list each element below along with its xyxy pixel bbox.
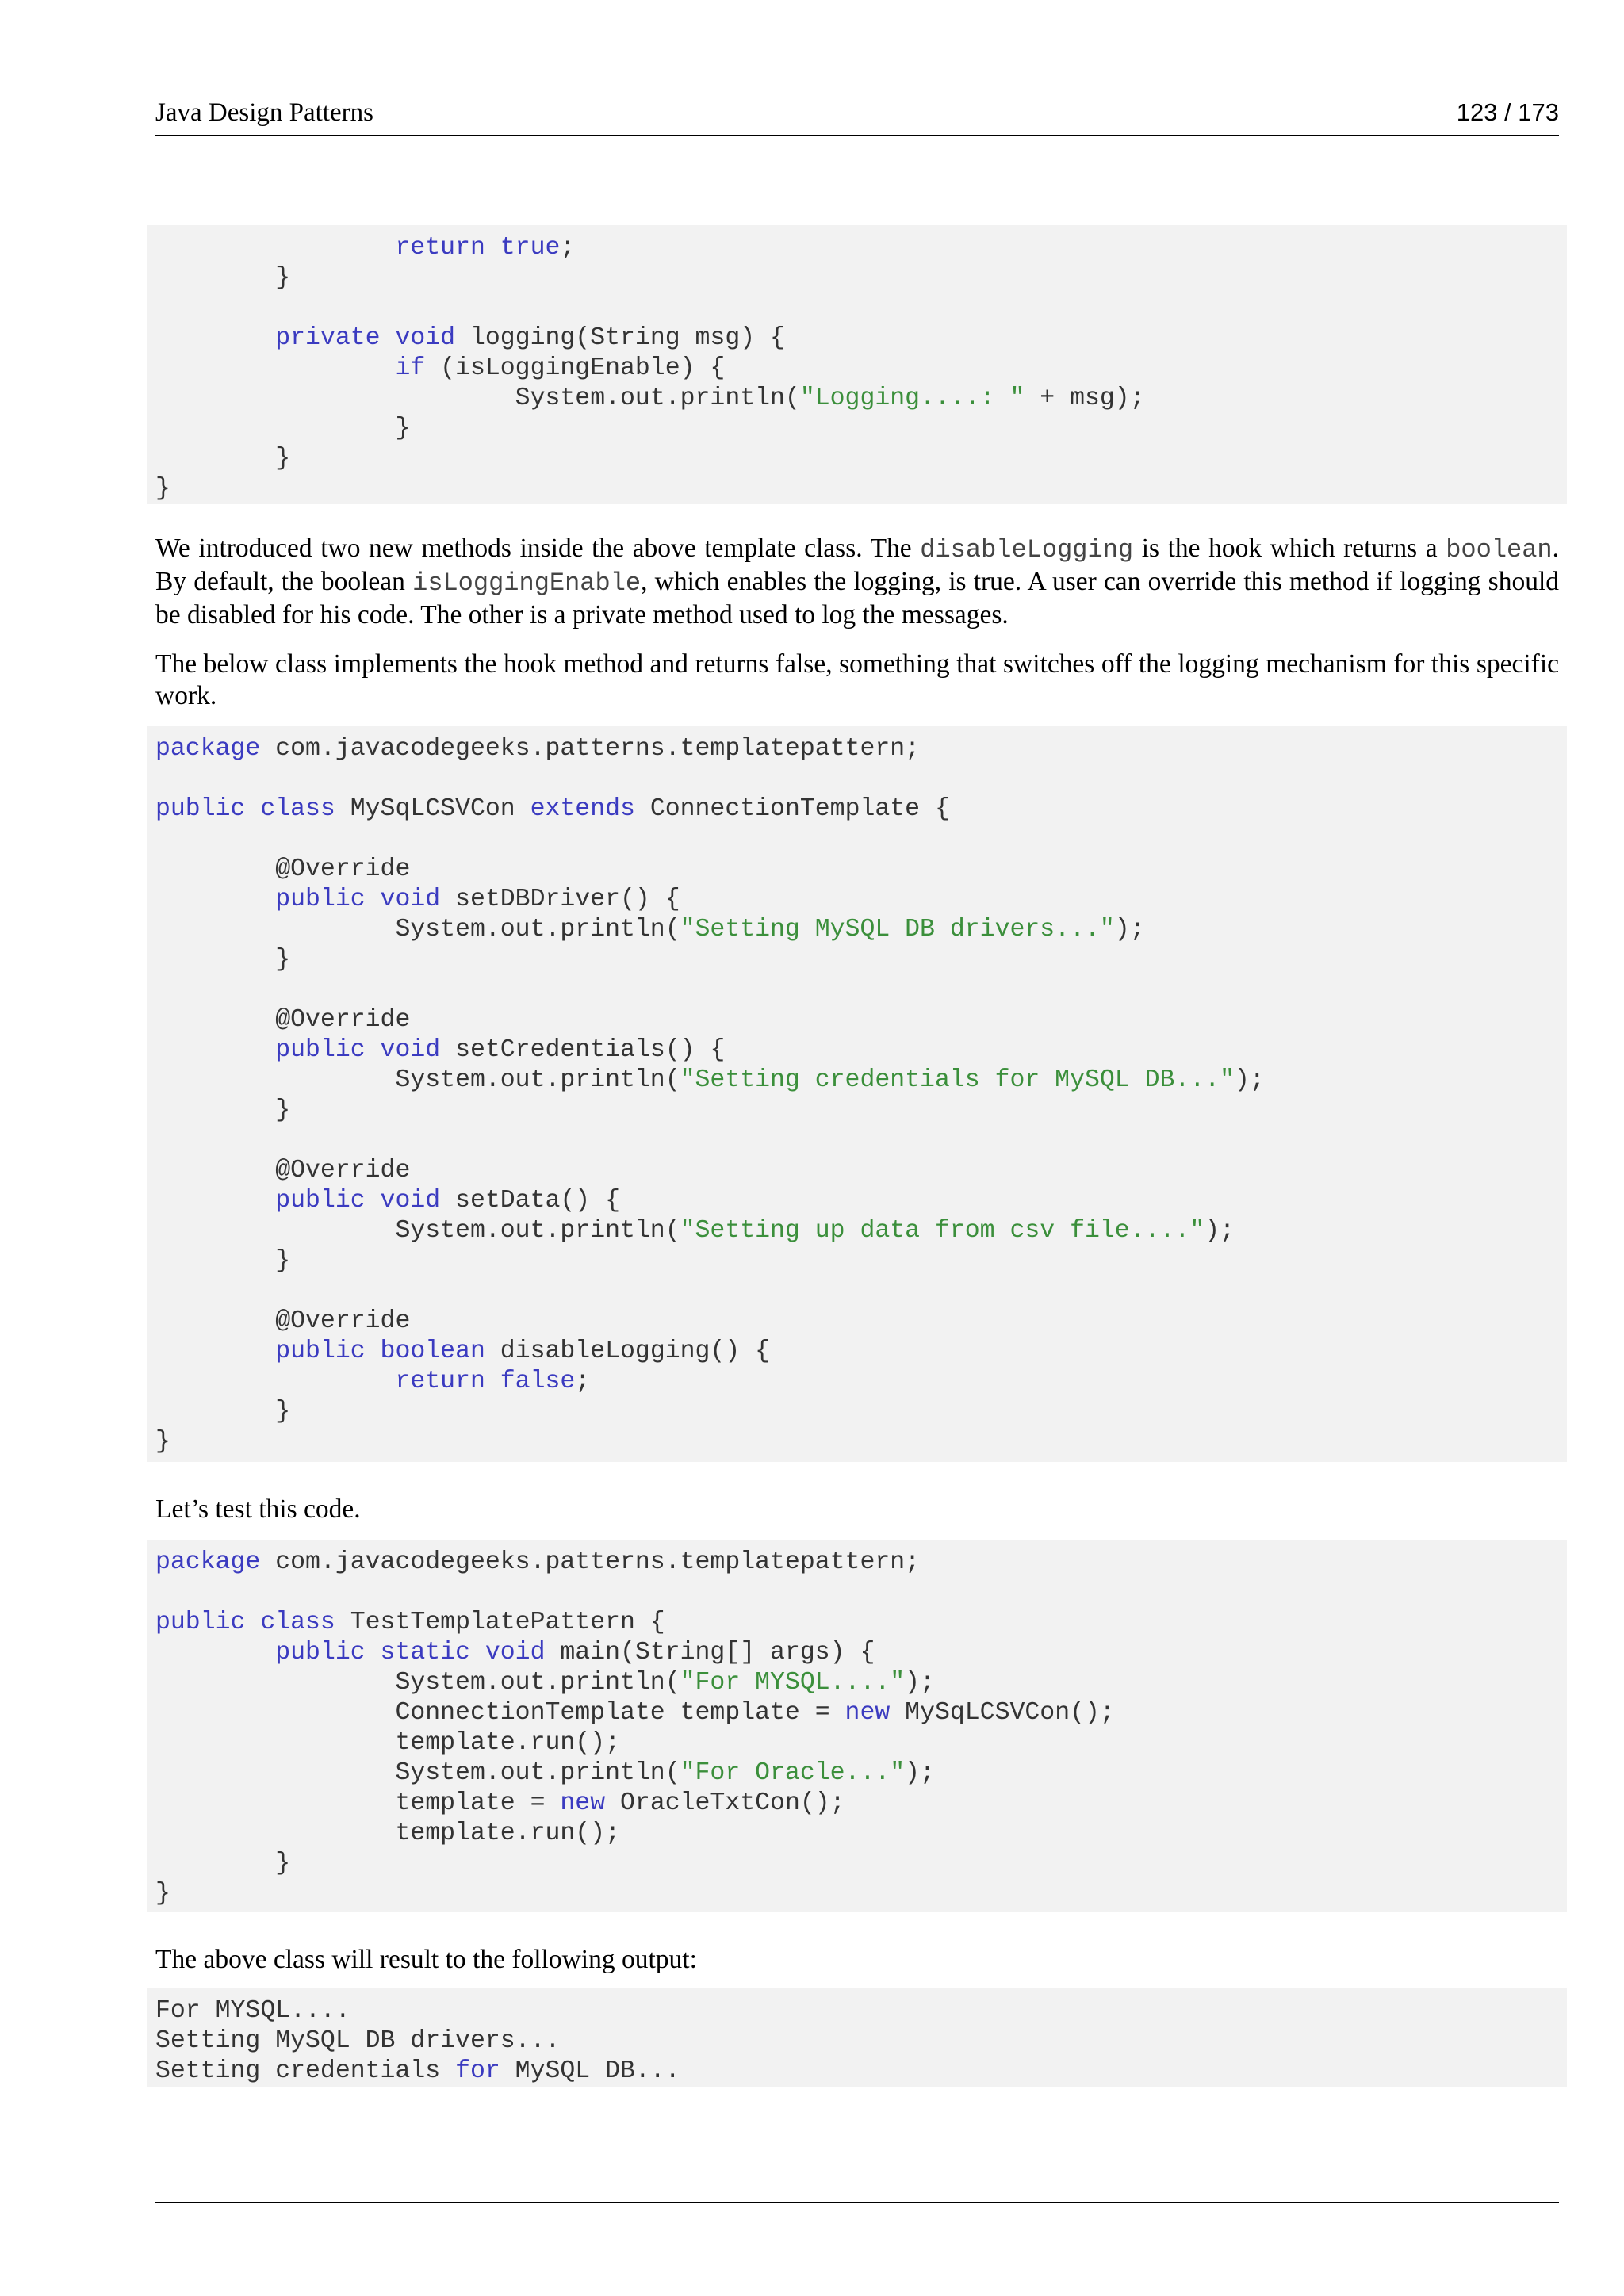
code-line <box>155 975 1567 1005</box>
code-line <box>155 1548 1567 1578</box>
text: , which enables the logging, is true. A user can override this method if logging should be disabled for his code. The other is a private method used to log the messages. <box>155 567 1560 629</box>
code-line <box>155 1005 1567 1035</box>
code-text: System.out.println( <box>155 916 680 943</box>
code-line <box>155 263 1567 293</box>
code-keyword: for <box>455 2057 500 2085</box>
code-keyword: public boolean <box>275 1337 485 1365</box>
code-line <box>155 794 1567 825</box>
code-text: ); <box>905 1759 935 1787</box>
code-line <box>155 1608 1567 1638</box>
code-line <box>155 2057 1567 2087</box>
code-text: template = <box>155 1789 561 1817</box>
code-text: @Override <box>155 1307 411 1335</box>
code-block-output <box>147 1988 1567 2087</box>
code-text: @Override <box>155 855 411 883</box>
code-line <box>155 1427 1567 1457</box>
code-line <box>155 1578 1567 1608</box>
code-text: OracleTxtCon(); <box>605 1789 845 1817</box>
code-line <box>155 1126 1567 1156</box>
code-string: "For MYSQL...." <box>680 1669 906 1697</box>
code-text <box>155 324 275 352</box>
code-text: } <box>155 1398 291 1425</box>
code-text: setData() { <box>440 1187 621 1215</box>
code-line <box>155 1698 1567 1728</box>
code-line <box>155 233 1567 263</box>
code-line <box>155 734 1567 764</box>
code-text: System.out.println( <box>155 1217 680 1245</box>
code-line <box>155 354 1567 384</box>
code-keyword: if <box>395 354 426 382</box>
code-text <box>155 1337 275 1365</box>
code-keyword: public void <box>275 1187 441 1215</box>
code-line <box>155 414 1567 444</box>
text: We introduced two new methods inside the above template class. The <box>155 534 921 563</box>
footer-rule <box>155 2202 1559 2203</box>
code-text: For MYSQL.... <box>155 1997 350 2025</box>
code-text: } <box>155 264 291 292</box>
code-string: "Logging....: " <box>799 385 1025 412</box>
code-line <box>155 1246 1567 1276</box>
code-line <box>155 293 1567 323</box>
code-line <box>155 1096 1567 1126</box>
code-block-testtemplatepattern <box>147 1540 1567 1912</box>
code-text: @Override <box>155 1157 411 1184</box>
paragraph-hook-implementation: The below class implements the hook method and returns false, something that switches off the logging mechanism for this specific work. <box>155 649 1559 710</box>
code-line <box>155 945 1567 975</box>
code-text: template.run(); <box>155 1820 620 1847</box>
code-line <box>155 323 1567 354</box>
code-line <box>155 1276 1567 1307</box>
code-line <box>155 1996 1567 2026</box>
code-line <box>155 1337 1567 1367</box>
code-line <box>155 1367 1567 1397</box>
code-keyword: new <box>560 1789 606 1817</box>
code-line <box>155 474 1567 504</box>
code-text: com.javacodegeeks.patterns.templatepattern; <box>260 1548 921 1576</box>
code-text: System.out.println( <box>155 1669 680 1697</box>
code-line <box>155 384 1567 414</box>
code-line <box>155 1307 1567 1337</box>
code-line <box>155 1879 1567 1909</box>
code-line <box>155 1066 1567 1096</box>
inline-code-boolean: boolean <box>1446 535 1553 564</box>
code-text: System.out.println( <box>155 1759 680 1787</box>
code-text <box>155 886 275 913</box>
code-line <box>155 1638 1567 1668</box>
code-line <box>155 1216 1567 1246</box>
code-keyword: public class <box>155 795 335 823</box>
code-text: MySQL DB... <box>500 2057 680 2085</box>
page-number: 123 / 173 <box>1456 98 1559 126</box>
code-line <box>155 2026 1567 2057</box>
code-text <box>155 1036 275 1064</box>
code-text: MySqLCSVCon(); <box>890 1699 1115 1727</box>
code-text: setDBDriver() { <box>440 886 680 913</box>
code-keyword: package <box>155 1548 261 1576</box>
code-line <box>155 1789 1567 1819</box>
code-text <box>155 1639 275 1667</box>
code-text: ); <box>1235 1066 1265 1094</box>
code-text <box>155 234 395 262</box>
code-text: @Override <box>155 1006 411 1034</box>
document-title: Java Design Patterns <box>155 98 373 127</box>
code-text <box>155 1368 395 1395</box>
code-line <box>155 915 1567 945</box>
code-block-logging <box>147 225 1567 504</box>
paragraph-test-intro: Let’s test this code. <box>155 1494 361 1524</box>
code-text <box>155 354 395 382</box>
code-text <box>155 1187 275 1215</box>
code-block-mysqlcsvcon <box>147 726 1567 1462</box>
code-text: } <box>155 1247 291 1275</box>
code-line <box>155 1156 1567 1186</box>
code-text: Setting MySQL DB drivers... <box>155 2027 561 2055</box>
code-line <box>155 1397 1567 1427</box>
code-line <box>155 885 1567 915</box>
code-line <box>155 764 1567 794</box>
code-line <box>155 1819 1567 1849</box>
inline-code-isloggingenable: isLoggingEnable <box>412 568 642 598</box>
code-text: ; <box>575 1368 591 1395</box>
code-keyword: return true <box>395 234 561 262</box>
inline-code-disablelogging: disableLogging <box>920 535 1134 564</box>
code-keyword: public void <box>275 886 441 913</box>
code-line <box>155 825 1567 855</box>
code-keyword: extends <box>530 795 635 823</box>
code-text: setCredentials() { <box>440 1036 726 1064</box>
code-string: "For Oracle..." <box>680 1759 906 1787</box>
code-text: logging(String msg) { <box>455 324 785 352</box>
code-text: System.out.println( <box>155 385 800 412</box>
code-text: ; <box>560 234 576 262</box>
code-text: System.out.println( <box>155 1066 680 1094</box>
code-keyword: public void <box>275 1036 441 1064</box>
code-line <box>155 1186 1567 1216</box>
code-text: main(String[] args) { <box>545 1639 875 1667</box>
code-string: "Setting up data from csv file...." <box>680 1217 1205 1245</box>
code-keyword: package <box>155 735 261 763</box>
code-text: } <box>155 1850 291 1877</box>
code-text: } <box>155 415 411 442</box>
code-string: "Setting MySQL DB drivers..." <box>680 916 1115 943</box>
page-header <box>155 94 1559 136</box>
code-text: MySqLCSVCon <box>335 795 530 823</box>
text: . By default, the boolean <box>155 534 1559 596</box>
code-keyword: public static void <box>275 1639 546 1667</box>
code-text: } <box>155 1428 170 1456</box>
code-line <box>155 1728 1567 1758</box>
code-text: template.run(); <box>155 1729 620 1757</box>
text: is the hook which returns a <box>1133 534 1446 563</box>
code-text: TestTemplatePattern { <box>335 1609 665 1636</box>
code-keyword: public class <box>155 1609 335 1636</box>
code-text: com.javacodegeeks.patterns.templatepattern; <box>260 735 921 763</box>
code-text: + msg); <box>1025 385 1145 412</box>
code-text: Setting credentials <box>155 2057 456 2085</box>
code-line <box>155 1668 1567 1698</box>
code-text: ConnectionTemplate template = <box>155 1699 845 1727</box>
code-line <box>155 855 1567 885</box>
code-text: } <box>155 1880 170 1908</box>
code-text: ); <box>1205 1217 1235 1245</box>
code-text: } <box>155 1096 291 1124</box>
code-text: } <box>155 445 291 473</box>
code-line <box>155 1849 1567 1879</box>
code-string: "Setting credentials for MySQL DB..." <box>680 1066 1235 1094</box>
code-keyword: private void <box>275 324 456 352</box>
code-line <box>155 1758 1567 1789</box>
code-keyword: return false <box>395 1368 576 1395</box>
paragraph-hook-explanation <box>155 533 1559 631</box>
code-text: } <box>155 946 291 974</box>
code-text: ConnectionTemplate { <box>634 795 950 823</box>
code-line <box>155 444 1567 474</box>
code-text: disableLogging() { <box>485 1337 771 1365</box>
code-text: } <box>155 475 170 503</box>
paragraph-output-intro: The above class will result to the following output: <box>155 1945 697 1974</box>
code-text: ); <box>1114 916 1145 943</box>
code-line <box>155 1035 1567 1066</box>
code-keyword: new <box>845 1699 891 1727</box>
code-text: (isLoggingEnable) { <box>425 354 726 382</box>
code-text: ); <box>905 1669 935 1697</box>
